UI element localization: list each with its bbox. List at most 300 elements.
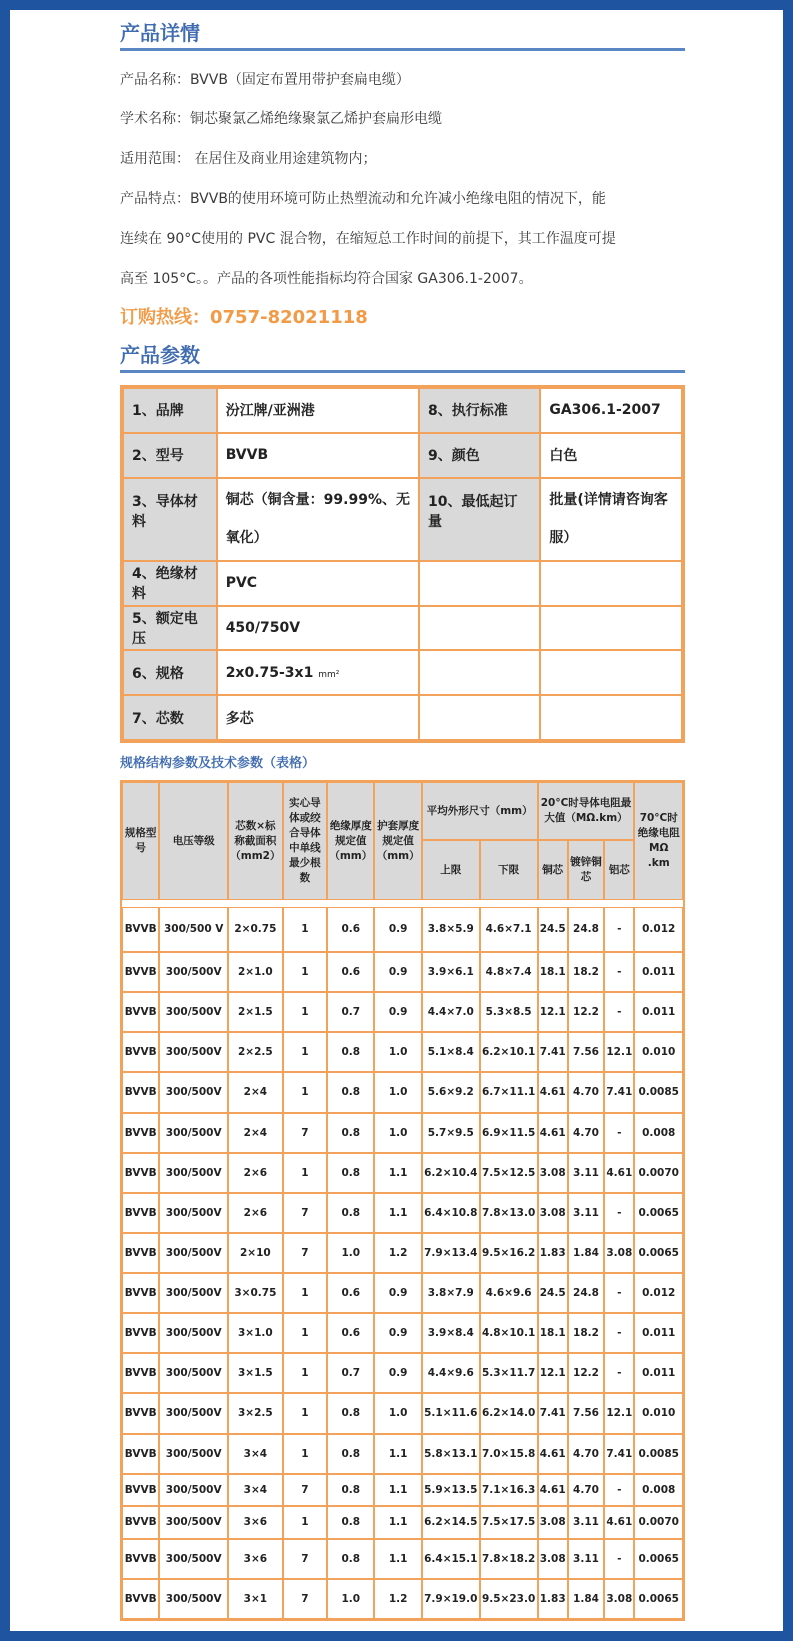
table-cell: 3.08 — [604, 1233, 634, 1273]
col-header: 芯数×标称截面积（mm2） — [228, 782, 283, 900]
table-cell: 3.9×6.1 — [422, 952, 480, 992]
table-cell: 300/500V — [159, 1153, 228, 1193]
table-cell: 5.7×9.5 — [422, 1113, 480, 1153]
table-cell: BVVB — [122, 1579, 159, 1619]
table-cell: - — [604, 1474, 634, 1507]
table-cell: 7.56 — [568, 1393, 604, 1433]
table-cell: 3.8×7.9 — [422, 1273, 480, 1313]
table-cell: 6.7×11.1 — [480, 1072, 538, 1112]
table-cell: BVVB — [122, 1193, 159, 1233]
table-cell: 300/500V — [159, 1313, 228, 1353]
table-cell: 5.3×8.5 — [480, 992, 538, 1032]
table-cell: 0.8 — [327, 1434, 374, 1474]
table-cell: BVVB — [122, 1506, 159, 1539]
table-cell: 24.5 — [538, 907, 568, 953]
table-cell: 0.012 — [634, 907, 683, 953]
table-cell: 6.2×14.5 — [422, 1506, 480, 1539]
table-cell: 300/500V — [159, 1579, 228, 1619]
table-cell: 0.8 — [327, 1393, 374, 1433]
col-header: 平均外形尺寸（mm） — [422, 782, 538, 840]
table-cell: 1 — [283, 1273, 327, 1313]
table-cell: 4.61 — [538, 1113, 568, 1153]
table-cell: 1.84 — [568, 1233, 604, 1273]
param-key: 3、导体材料 — [123, 478, 217, 561]
param-key: 10、最低起订量 — [419, 478, 540, 561]
spec-table — [120, 780, 685, 1621]
table-cell: - — [604, 1273, 634, 1313]
table-cell: 1 — [283, 1506, 327, 1539]
table-row — [122, 1393, 683, 1433]
table-cell: 300/500V — [159, 1353, 228, 1393]
table-row — [122, 1153, 683, 1193]
col-header: 铜芯 — [538, 840, 568, 900]
table-cell: 7.56 — [568, 1032, 604, 1072]
table-cell: 3×6 — [228, 1506, 283, 1539]
table-cell: - — [604, 907, 634, 953]
param-key: 6、规格 — [123, 650, 217, 695]
table-cell: - — [604, 1313, 634, 1353]
table-cell: 18.2 — [568, 952, 604, 992]
col-header: 20°C时导体电阻最大值（MΩ.km） — [538, 782, 635, 840]
param-key: 4、绝缘材料 — [123, 561, 217, 606]
table-cell: BVVB — [122, 1393, 159, 1433]
table-cell: 2×2.5 — [228, 1032, 283, 1072]
table-cell: 12.1 — [604, 1032, 634, 1072]
param-value: BVVB — [217, 433, 419, 478]
table-cell: 0.6 — [327, 952, 374, 992]
table-cell: 3×4 — [228, 1474, 283, 1507]
table-cell: 1.0 — [374, 1032, 421, 1072]
table-cell: BVVB — [122, 1474, 159, 1507]
table-cell: 1 — [283, 992, 327, 1032]
param-value — [217, 650, 419, 695]
param-empty — [419, 561, 540, 606]
table-cell: 4.61 — [538, 1474, 568, 1507]
param-key: 8、执行标准 — [419, 388, 540, 433]
col-header: 实心导体或绞合导体中单线最少根数 — [283, 782, 327, 900]
table-cell: 0.9 — [374, 1273, 421, 1313]
params-row — [123, 433, 682, 478]
table-cell: 1.0 — [374, 1113, 421, 1153]
table-row — [122, 1113, 683, 1153]
table-cell: 24.8 — [568, 1273, 604, 1313]
params-row — [123, 478, 682, 561]
params-title: 产品参数 — [120, 332, 685, 373]
table-cell: 0.012 — [634, 1273, 683, 1313]
table-cell: 24.5 — [538, 1273, 568, 1313]
table-cell: 300/500V — [159, 1113, 228, 1153]
table-cell: 12.1 — [538, 992, 568, 1032]
table-cell: 0.008 — [634, 1113, 683, 1153]
table-cell: 6.2×14.0 — [480, 1393, 538, 1433]
table-cell: - — [604, 952, 634, 992]
table-cell: 6.9×11.5 — [480, 1113, 538, 1153]
table-cell: 5.6×9.2 — [422, 1072, 480, 1112]
table-cell: 2×1.5 — [228, 992, 283, 1032]
table-cell: 7.5×17.5 — [480, 1506, 538, 1539]
table-cell: 4.8×7.4 — [480, 952, 538, 992]
table-cell: 3.08 — [604, 1579, 634, 1619]
table-row — [122, 907, 683, 953]
table-cell: 300/500V — [159, 1233, 228, 1273]
table-cell: 0.008 — [634, 1474, 683, 1507]
unit-label: mm² — [318, 669, 340, 680]
table-cell: 1.0 — [374, 1393, 421, 1433]
table-cell: 4.70 — [568, 1113, 604, 1153]
usage-scope: 适用范围： 在居住及商业用途建筑物内； — [120, 151, 377, 167]
param-value: 白色 — [540, 433, 682, 478]
table-cell: 4.6×7.1 — [480, 907, 538, 953]
table-cell: 300/500V — [159, 992, 228, 1032]
table-cell: 0.011 — [634, 952, 683, 992]
table-cell: 4.70 — [568, 1072, 604, 1112]
param-empty — [540, 561, 682, 606]
table-cell: BVVB — [122, 1353, 159, 1393]
table-cell: 18.1 — [538, 1313, 568, 1353]
academic-name: 学术名称：铜芯聚氯乙烯绝缘聚氯乙烯护套扁形电缆 — [120, 111, 442, 127]
table-cell: 300/500V — [159, 1032, 228, 1072]
table-cell: 1 — [283, 1353, 327, 1393]
feature-line-3: 高至 105°C。。产品的各项性能指标均符合国家 GA306.1-2007。 — [120, 271, 533, 287]
table-row — [122, 952, 683, 992]
col-header: 下限 — [480, 840, 538, 900]
table-cell: 0.8 — [327, 1474, 374, 1507]
param-empty — [419, 650, 540, 695]
table-cell: 7 — [283, 1579, 327, 1619]
table-cell: 1.1 — [374, 1474, 421, 1507]
param-key: 1、品牌 — [123, 388, 217, 433]
table-cell: 12.2 — [568, 1353, 604, 1393]
table-cell: 1 — [283, 1072, 327, 1112]
table-cell: 4.4×7.0 — [422, 992, 480, 1032]
table-cell: 0.0065 — [634, 1233, 683, 1273]
param-empty — [540, 606, 682, 651]
table-cell: 18.1 — [538, 952, 568, 992]
table-cell: 1.1 — [374, 1193, 421, 1233]
product-name: 产品名称：BVVB（固定布置用带护套扁电缆） — [120, 72, 410, 88]
col-header: 上限 — [422, 840, 480, 900]
table-cell: 3×1 — [228, 1579, 283, 1619]
col-header: 绝缘厚度规定值（mm） — [327, 782, 374, 900]
param-value: 铜芯（铜含量：99.99%、无氧化） — [217, 478, 419, 561]
table-cell: 1.0 — [327, 1579, 374, 1619]
param-value: 汾江牌/亚洲港 — [217, 388, 419, 433]
table-cell: 300/500V — [159, 1193, 228, 1233]
table-cell: 3.08 — [538, 1193, 568, 1233]
param-value: 多芯 — [217, 695, 419, 740]
table-cell: 2×6 — [228, 1153, 283, 1193]
param-empty — [540, 695, 682, 740]
table-cell: 7.0×15.8 — [480, 1434, 538, 1474]
table-cell: 3.11 — [568, 1539, 604, 1579]
table-cell: 1.1 — [374, 1506, 421, 1539]
col-header: 镀锌铜芯 — [568, 840, 604, 900]
table-row — [122, 1273, 683, 1313]
table-cell: 300/500V — [159, 952, 228, 992]
table-cell: 0.0065 — [634, 1539, 683, 1579]
table-cell: 2×1.0 — [228, 952, 283, 992]
table-cell: 0.9 — [374, 992, 421, 1032]
table-row — [122, 1313, 683, 1353]
table-cell: 1.1 — [374, 1539, 421, 1579]
table-row — [122, 1233, 683, 1273]
table-cell: 0.9 — [374, 1313, 421, 1353]
table-cell: 0.6 — [327, 1313, 374, 1353]
feature-line-2: 连续在 90°C使用的 PVC 混合物，在缩短总工作时间的前提下，其工作温度可提 — [120, 231, 616, 247]
table-cell: 5.1×8.4 — [422, 1032, 480, 1072]
table-cell: 2×4 — [228, 1113, 283, 1153]
spec-header-row — [122, 782, 683, 840]
table-cell: BVVB — [122, 907, 159, 953]
table-cell: 3×0.75 — [228, 1273, 283, 1313]
param-key: 7、芯数 — [123, 695, 217, 740]
table-cell: 2×6 — [228, 1193, 283, 1233]
table-cell: BVVB — [122, 952, 159, 992]
param-value: PVC — [217, 561, 419, 606]
table-cell: BVVB — [122, 1072, 159, 1112]
table-cell: - — [604, 992, 634, 1032]
param-empty — [419, 695, 540, 740]
table-cell: 5.3×11.7 — [480, 1353, 538, 1393]
table-cell: 7.41 — [604, 1434, 634, 1474]
table-row — [122, 1579, 683, 1619]
table-cell: BVVB — [122, 1233, 159, 1273]
table-cell: 0.010 — [634, 1393, 683, 1433]
table-cell: 7 — [283, 1113, 327, 1153]
table-cell: 3.11 — [568, 1506, 604, 1539]
table-cell: 4.70 — [568, 1434, 604, 1474]
table-row — [122, 1353, 683, 1393]
table-cell: 1 — [283, 1393, 327, 1433]
table-cell: 1 — [283, 1032, 327, 1072]
table-cell: 300/500V — [159, 1273, 228, 1313]
table-row — [122, 992, 683, 1032]
params-row — [123, 606, 682, 651]
table-cell: - — [604, 1539, 634, 1579]
table-cell: 12.1 — [538, 1353, 568, 1393]
page-panel — [10, 10, 783, 1631]
table-cell: 1 — [283, 952, 327, 992]
table-cell: 1.83 — [538, 1233, 568, 1273]
table-cell: 0.8 — [327, 1032, 374, 1072]
table-cell: 1.1 — [374, 1153, 421, 1193]
table-cell: 9.5×23.0 — [480, 1579, 538, 1619]
table-cell: 3×6 — [228, 1539, 283, 1579]
table-cell: 7 — [283, 1233, 327, 1273]
table-cell: 7.8×13.0 — [480, 1193, 538, 1233]
table-cell: 300/500V — [159, 1393, 228, 1433]
table-cell: 4.61 — [538, 1072, 568, 1112]
table-cell: 1 — [283, 1434, 327, 1474]
table-cell: 0.8 — [327, 1113, 374, 1153]
table-cell: 0.8 — [327, 1153, 374, 1193]
table-cell: 7.41 — [538, 1032, 568, 1072]
params-row — [123, 561, 682, 606]
params-row — [123, 695, 682, 740]
table-cell: 24.8 — [568, 907, 604, 953]
table-cell: BVVB — [122, 1273, 159, 1313]
table-cell: - — [604, 1113, 634, 1153]
table-cell: 18.2 — [568, 1313, 604, 1353]
table-cell: 0.0085 — [634, 1072, 683, 1112]
param-empty — [540, 650, 682, 695]
table-cell: 0.010 — [634, 1032, 683, 1072]
table-cell: 0.6 — [327, 907, 374, 953]
param-empty — [419, 606, 540, 651]
table-row — [122, 1474, 683, 1507]
table-cell: 300/500V — [159, 1072, 228, 1112]
table-cell: 7 — [283, 1474, 327, 1507]
table-cell: 0.7 — [327, 1353, 374, 1393]
table-cell: 3.08 — [538, 1506, 568, 1539]
col-header: 电压等级 — [159, 782, 228, 900]
table-cell: 1.2 — [374, 1233, 421, 1273]
table-cell: 6.2×10.1 — [480, 1032, 538, 1072]
table-cell: 4.6×9.6 — [480, 1273, 538, 1313]
table-cell: 0.8 — [327, 1506, 374, 1539]
param-key: 5、额定电压 — [123, 606, 217, 651]
table-cell: BVVB — [122, 992, 159, 1032]
table-cell: 1 — [283, 1153, 327, 1193]
table-cell: 12.1 — [604, 1393, 634, 1433]
order-hotline[interactable]: 订购热线：0757-82021118 — [120, 307, 368, 328]
table-cell: BVVB — [122, 1434, 159, 1474]
table-cell: 0.6 — [327, 1273, 374, 1313]
table-cell: 12.2 — [568, 992, 604, 1032]
table-cell: 7.1×16.3 — [480, 1474, 538, 1507]
table-cell: 2×4 — [228, 1072, 283, 1112]
table-cell: 5.1×11.6 — [422, 1393, 480, 1433]
table-cell: 0.8 — [327, 1539, 374, 1579]
feature-line-1: 产品特点：BVVB的使用环境可防止热塑流动和允许减小绝缘电阻的情况下，能 — [120, 191, 606, 207]
table-cell: - — [604, 1353, 634, 1393]
table-row — [122, 1193, 683, 1233]
table-cell: 0.9 — [374, 1353, 421, 1393]
table-cell: 7.5×12.5 — [480, 1153, 538, 1193]
table-cell: 1.84 — [568, 1579, 604, 1619]
table-cell: 4.70 — [568, 1474, 604, 1507]
table-cell: 3.9×8.4 — [422, 1313, 480, 1353]
table-cell: 5.9×13.5 — [422, 1474, 480, 1507]
table-row — [122, 1032, 683, 1072]
detail-title: 产品详情 — [120, 10, 685, 51]
table-cell: 1.0 — [327, 1233, 374, 1273]
col-header: 70°C时绝缘电阻MΩ .km — [634, 782, 683, 900]
table-cell: 7.41 — [538, 1393, 568, 1433]
table-cell: 300/500V — [159, 1506, 228, 1539]
table-cell: 5.8×13.1 — [422, 1434, 480, 1474]
table-cell: BVVB — [122, 1153, 159, 1193]
table-cell: 7 — [283, 1193, 327, 1233]
table-cell: 0.0085 — [634, 1434, 683, 1474]
table-cell: BVVB — [122, 1539, 159, 1579]
col-header: 铝芯 — [604, 840, 634, 900]
table-cell: 1.83 — [538, 1579, 568, 1619]
table-cell: 2×0.75 — [228, 907, 283, 953]
param-key: 2、型号 — [123, 433, 217, 478]
param-value: 450/750V — [217, 606, 419, 651]
table-cell: 3.08 — [538, 1539, 568, 1579]
table-cell: BVVB — [122, 1313, 159, 1353]
table-cell: 3.08 — [538, 1153, 568, 1193]
table-cell: 1 — [283, 907, 327, 953]
table-cell: 4.8×10.1 — [480, 1313, 538, 1353]
table-cell: 0.9 — [374, 907, 421, 953]
table-cell: 3×4 — [228, 1434, 283, 1474]
col-header: 护套厚度规定值（mm） — [374, 782, 421, 900]
table-cell: 4.61 — [604, 1153, 634, 1193]
table-cell: 300/500V — [159, 1474, 228, 1507]
params-table — [120, 385, 685, 743]
table-cell: 0.0070 — [634, 1506, 683, 1539]
table-cell: 0.7 — [327, 992, 374, 1032]
table-cell: 6.4×15.1 — [422, 1539, 480, 1579]
table-cell: 3×1.0 — [228, 1313, 283, 1353]
params-row — [123, 650, 682, 695]
table-cell: 7.41 — [604, 1072, 634, 1112]
table-cell: 1.1 — [374, 1434, 421, 1474]
table-cell: 7.8×18.2 — [480, 1539, 538, 1579]
table-cell: 1.0 — [374, 1072, 421, 1112]
table-cell: 0.0065 — [634, 1579, 683, 1619]
table-cell: 300/500 V — [159, 907, 228, 953]
table-cell: 300/500V — [159, 1434, 228, 1474]
table-cell: 3.8×5.9 — [422, 907, 480, 953]
table-cell: 0.011 — [634, 1353, 683, 1393]
spec-body — [122, 900, 683, 1619]
table-row — [122, 1434, 683, 1474]
table-cell: 3×1.5 — [228, 1353, 283, 1393]
table-cell: 7.9×13.4 — [422, 1233, 480, 1273]
table-cell: 7.9×19.0 — [422, 1579, 480, 1619]
table-cell: BVVB — [122, 1113, 159, 1153]
spec-range: 2x0.75-3x1 — [225, 664, 314, 681]
table-cell: 1 — [283, 1313, 327, 1353]
table-cell: 4.61 — [538, 1434, 568, 1474]
table-cell: 4.4×9.6 — [422, 1353, 480, 1393]
table-row — [122, 1506, 683, 1539]
table-cell: 1.2 — [374, 1579, 421, 1619]
param-key: 9、颜色 — [419, 433, 540, 478]
table-cell: 2×10 — [228, 1233, 283, 1273]
table-cell: 0.0070 — [634, 1153, 683, 1193]
table-cell: 3×2.5 — [228, 1393, 283, 1433]
table-cell: 9.5×16.2 — [480, 1233, 538, 1273]
table-cell: 6.2×10.4 — [422, 1153, 480, 1193]
params-row — [123, 388, 682, 433]
col-header: 规格型号 — [122, 782, 159, 900]
table-cell: 4.61 — [604, 1506, 634, 1539]
table-cell: - — [604, 1193, 634, 1233]
content-column — [120, 10, 685, 1605]
table-cell: 0.011 — [634, 992, 683, 1032]
param-value: 批量(详情请咨询客服） — [540, 478, 682, 561]
spec-title: 规格结构参数及技术参数（表格） — [120, 756, 316, 771]
table-cell: 3.11 — [568, 1153, 604, 1193]
table-cell: BVVB — [122, 1032, 159, 1072]
param-value: GA306.1-2007 — [540, 388, 682, 433]
table-cell: 0.8 — [327, 1072, 374, 1112]
table-row — [122, 1539, 683, 1579]
table-cell: 7 — [283, 1539, 327, 1579]
table-row — [122, 1072, 683, 1112]
table-cell: 300/500V — [159, 1539, 228, 1579]
table-cell: 0.8 — [327, 1193, 374, 1233]
table-cell: 0.9 — [374, 952, 421, 992]
table-cell: 0.011 — [634, 1313, 683, 1353]
table-cell: 0.0065 — [634, 1193, 683, 1233]
table-cell: 6.4×10.8 — [422, 1193, 480, 1233]
